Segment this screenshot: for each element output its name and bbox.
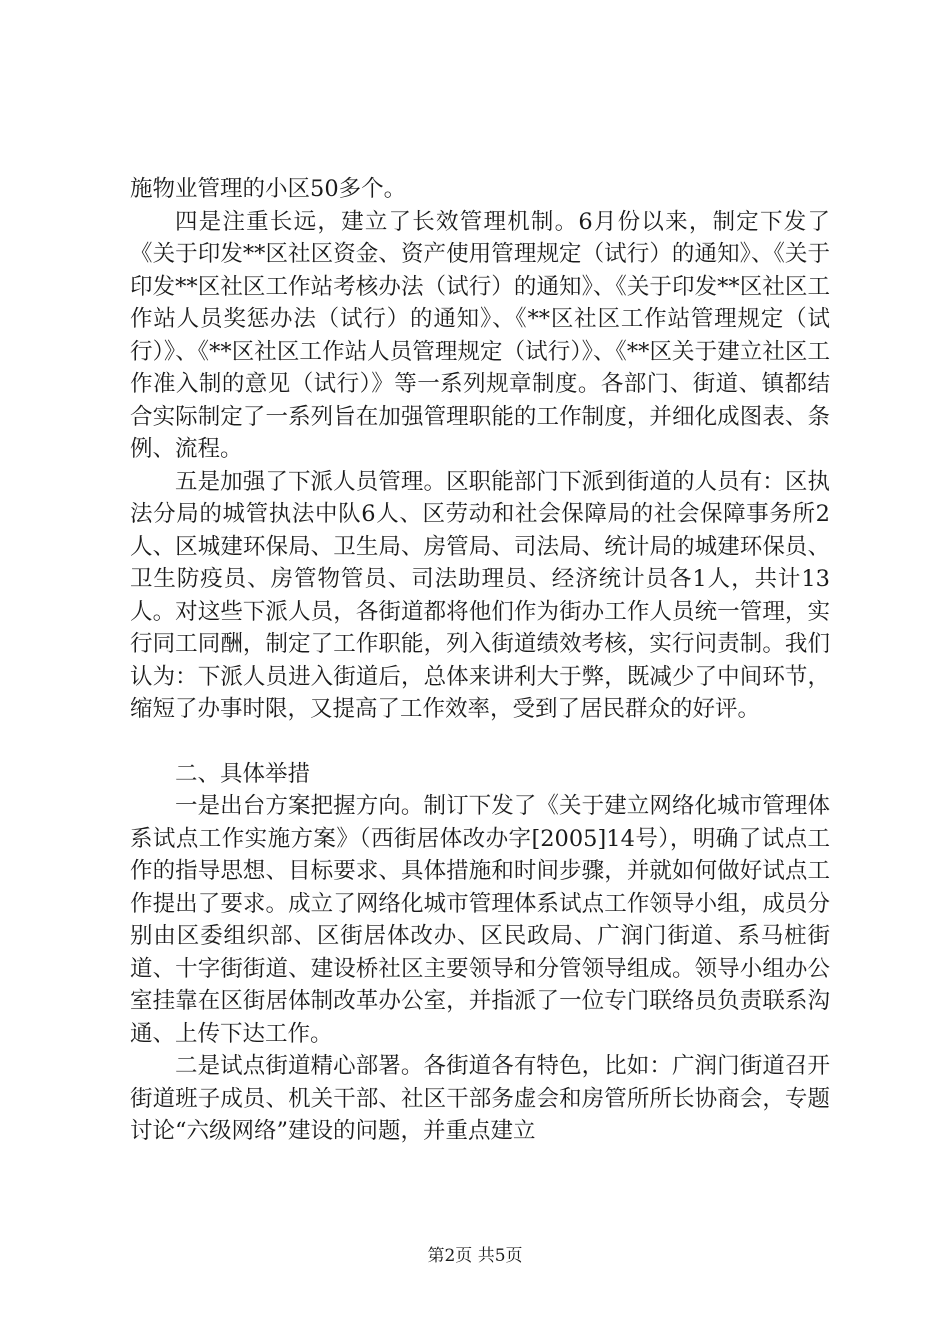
paragraph-measure-one: 一是出台方案把握方向。制订下发了《关于建立网络化城市管理体系试点工作实施方案》（西街居体改办字[2005]14号），明确了试点工作的指导思想、目标要求、具体措施和时间步骤，并就如何做好试点工作提出了要求。成立了网络化城市管理体系试点工作领导小组，成员分别由区委组织部、区街居体改办、区民政局、广润门街道、系马桩街道、十字街街道、建设桥社区主要领导和分管领导组成。领导小组办公室挂靠在区街居体制改革办公室，并指派了一位专门联络员负责联系沟通、上传下达工作。 xyxy=(130,793,830,1047)
paragraph-item-five: 五是加强了下派人员管理。区职能部门下派到街道的人员有：区执法分局的城管执法中队6人、区劳动和社会保障局的社会保障事务所2人、区城建环保局、卫生局、房管局、司法局、统计局的城建环保员、卫生防疫员、房管物管员、司法助理员、经济统计员各1人，共计13人。对这些下派人员，各街道都将他们作为街办工作人员统一管理，实行同工同酬，制定了工作职能，列入街道绩效考核，实行问责制。我们认为：下派人员进入街道后，总体来讲利大于弊，既减少了中间环节，缩短了办事时限，又提高了工作效率，受到了居民群众的好评。 xyxy=(130,468,830,722)
document-body xyxy=(130,173,830,1148)
paragraph-item-four: 四是注重长远，建立了长效管理机制。6月份以来，制定下发了《关于印发**区社区资金、资产使用管理规定（试行）的通知》、《关于印发**区社区工作站考核办法（试行）的通知》、《关于印发**区社区工作站人员奖惩办法（试行）的通知》、《**区社区工作站管理规定（试行）》、《**区社区工作站人员管理规定（试行）》、《**区关于建立社区工作准入制的意见（试行）》等一系列规章制度。各部门、街道、镇都结合实际制定了一系列旨在加强管理职能的工作制度，并细化成图表、条例、流程。 xyxy=(130,208,830,462)
section-heading: 二、具体举措 xyxy=(175,760,311,787)
paragraph-continuation: 施物业管理的小区50多个。 xyxy=(130,176,407,202)
page-footer: 第2页 共5页 xyxy=(427,1246,523,1266)
paragraph-measure-two: 二是试点街道精心部署。各街道各有特色，比如：广润门街道召开街道班子成员、机关干部、社区干部务虚会和房管所所长协商会，专题讨论“六级网络”建设的问题，并重点建立 xyxy=(130,1053,830,1144)
